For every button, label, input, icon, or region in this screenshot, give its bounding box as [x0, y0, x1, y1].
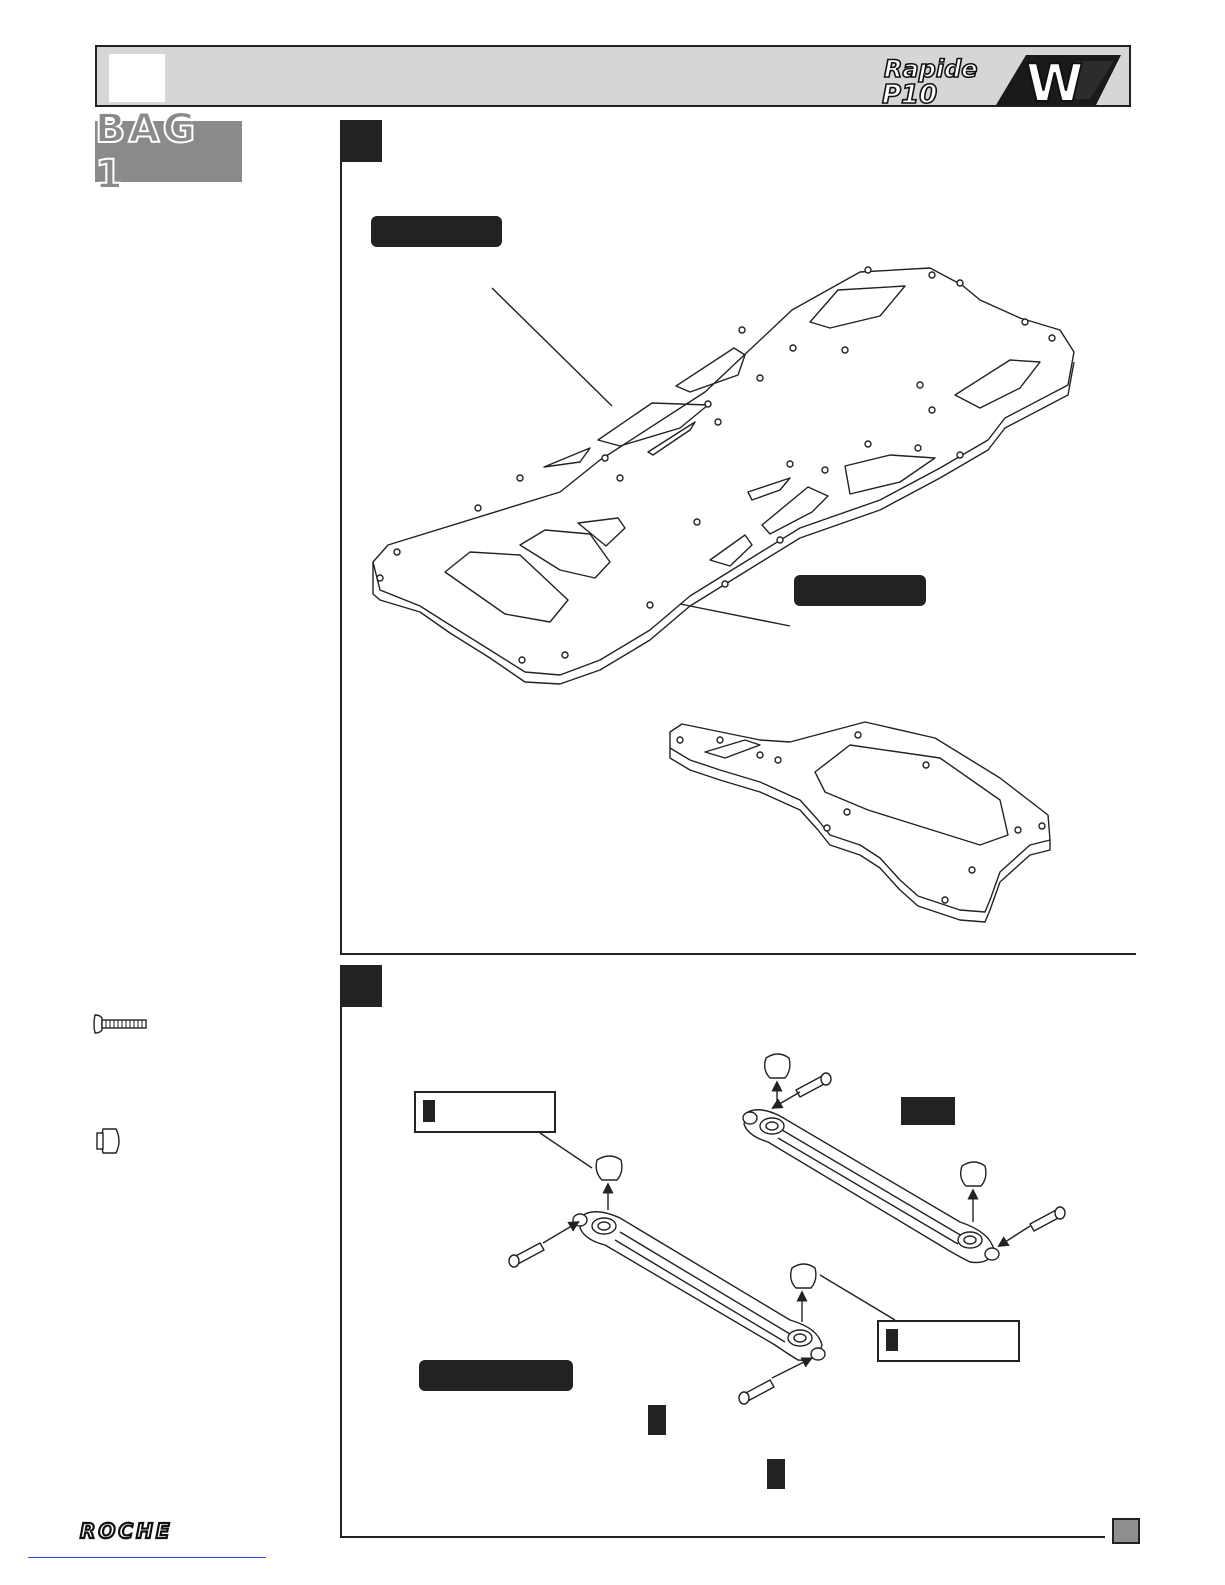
logo-p10-text: P10 [882, 80, 938, 110]
roche-logo [78, 1520, 228, 1542]
bag-label: BAG 1 [95, 105, 199, 198]
logo-w-mark: W [1026, 54, 1084, 114]
logo-rapide-text: Rapide [884, 55, 978, 83]
roche-logo-text: ROCHE [80, 1519, 173, 1543]
footer-link-underline [28, 1557, 266, 1558]
upper-link-assembly [743, 1054, 1065, 1263]
lower-link-assembly [509, 1156, 825, 1404]
page-number-box [1112, 1518, 1140, 1544]
